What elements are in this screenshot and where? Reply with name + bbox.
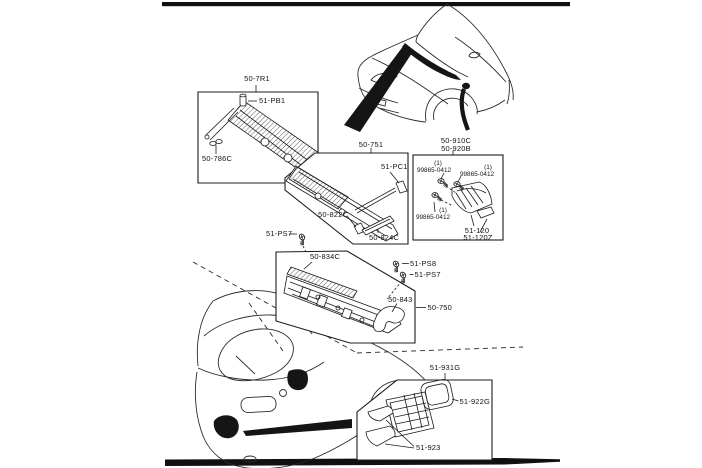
part-label-ps7-left: 51-PS7 — [266, 229, 293, 238]
rear-quarter-highlight — [287, 369, 308, 390]
part-label-834c: 50-834C — [310, 252, 341, 261]
side-marker-highlight — [462, 83, 470, 89]
marker-pointer-line — [462, 89, 468, 130]
part-label-910c: 50-910C — [440, 135, 472, 145]
part-label-923: 51-923 — [416, 442, 441, 452]
screw-icon — [295, 233, 308, 246]
part-label-920b: 50-920B — [441, 143, 471, 153]
part-label-931g: 51-931G — [429, 362, 461, 372]
top-border-rule — [162, 2, 570, 6]
rear-pointer-wedge — [243, 419, 352, 436]
part-label-cowl-top: 50-751 — [358, 139, 384, 149]
part-label-786c: 50-786C — [202, 154, 233, 163]
part-label-cowl-grille: 50-7R1 — [244, 74, 270, 83]
part-label-922g: 51-922G — [459, 396, 491, 406]
qty-label: (1) — [484, 164, 492, 171]
qty-label: (1) — [439, 207, 447, 214]
qty-label: (1) — [434, 160, 442, 167]
cowl-pointer-wedge — [344, 45, 412, 132]
part-label-843: 50-843 — [388, 294, 413, 304]
part-label-824c: 50-824C — [369, 232, 400, 242]
part-label-clip-pc1: 51-PC1 — [381, 162, 408, 171]
part-label-screw: 99865-0412 — [416, 167, 452, 174]
part-label-ps7-right: 51-PS7 — [414, 269, 441, 279]
cowl-highlight-area — [402, 43, 461, 80]
part-label-822c: 50-822C — [318, 210, 349, 219]
part-label-51-120: 51-120 — [464, 225, 490, 235]
part-label-51-120z: 51-120Z — [463, 232, 493, 242]
bumper-highlight — [214, 415, 239, 438]
part-label-clip-pb1: 51-PB1 — [259, 96, 286, 105]
part-label-screw: 99865-0412 — [459, 171, 495, 178]
part-label-ps8: 51-PS8 — [410, 258, 437, 268]
part-label-750: 50-750 — [427, 302, 453, 312]
car-front-sketch — [344, 4, 513, 132]
part-label-screw: 99865-0412 — [415, 214, 451, 221]
screw-icon — [389, 260, 402, 273]
